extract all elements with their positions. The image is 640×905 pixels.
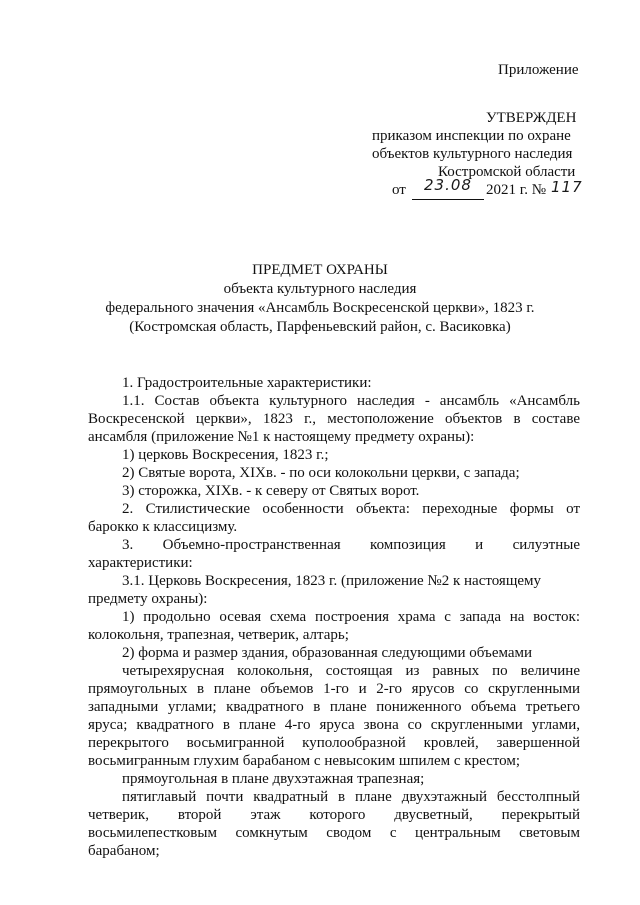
body-line: прямоугольная в плане двухэтажная трапезная; [122, 771, 425, 787]
body-line: восьмигранным глухим барабаном с невысоким шпилем с крестом; [88, 753, 520, 769]
title-line-2: федерального значения «Ансамбль Воскресенской церкви», 1823 г. [105, 300, 535, 316]
body-line: барабаном; [88, 843, 160, 859]
body-line: 1.1. Состав объекта культурного наследия - ансамбль «Ансамбль [122, 393, 580, 409]
body-line: пятиглавый почти квадратный в плане двухэтажный бесстолпный [122, 789, 580, 805]
body-line: предмету охраны): [88, 591, 208, 607]
title-line-1: объекта культурного наследия [223, 281, 417, 297]
body-line: западными углами; квадратного в плане пониженного объема третьего [88, 699, 580, 715]
body-line: четверик, второй этаж которого двусветный, перекрытый [88, 807, 580, 823]
body-line: 2) Святые ворота, XIXв. - по оси колокольни церкви, с запада; [122, 465, 520, 481]
appendix-label: Приложение [498, 62, 579, 78]
body-line: 1) продольно осевая схема построения храма с запада на восток: [122, 609, 580, 625]
order-line-2: объектов культурного наследия [372, 146, 573, 162]
body-line: характеристики: [88, 555, 193, 571]
body-line: восьмилепестковым сомкнутым сводом с центральным световым [88, 825, 580, 841]
body-line: перекрытого восьмигранной куполообразной кровлей, завершенной [88, 735, 580, 751]
body-line: 3.1. Церковь Воскресения, 1823 г. (приложение №2 к настоящему [122, 573, 542, 589]
order-line-3: Костромской области [438, 164, 576, 180]
body-line: ансамбля (приложение №1 к настоящему предмету охраны): [88, 429, 475, 445]
body-line: 1) церковь Воскресения, 1823 г.; [122, 447, 329, 463]
body-line: яруса; квадратного в плане 4-го яруса звона со скругленными углами, [88, 717, 580, 733]
body-line: 3) сторожка, XIXв. - к северу от Святых ворот. [122, 483, 420, 499]
body-line: 3. Объемно-пространственная композиция и силуэтные [122, 537, 580, 553]
document-title: ПРЕДМЕТ ОХРАНЫ [252, 262, 388, 278]
body-line: Воскресенской церкви», 1823 г., местоположение объектов в составе [88, 411, 580, 427]
title-line-3: (Костромская область, Парфеньевский район, с. Васиковка) [129, 319, 511, 335]
date-underline [412, 199, 484, 200]
body-line: прямоугольных в плане объемов 1-го и 2-го ярусов со скругленными [88, 681, 580, 697]
body-line: 1. Градостроительные характеристики: [122, 375, 372, 391]
body-line: колокольня, трапезная, четверик, алтарь; [88, 627, 349, 643]
body-line: барокко к классицизму. [88, 519, 238, 535]
body-line: 2. Стилистические особенности объекта: переходные формы от [122, 501, 580, 517]
date-prefix: от [392, 182, 406, 198]
handwritten-date: 23.08 [424, 176, 472, 194]
order-line-1: приказом инспекции по охране [372, 128, 571, 144]
handwritten-number: 117 [551, 178, 583, 196]
year-and-number-label: 2021 г. № [486, 182, 547, 198]
approved-label: УТВЕРЖДЕН [486, 110, 577, 126]
body-line: четырехярусная колокольня, состоящая из равных по величине [122, 663, 580, 679]
body-line: 2) форма и размер здания, образованная следующими объемами [122, 645, 533, 661]
